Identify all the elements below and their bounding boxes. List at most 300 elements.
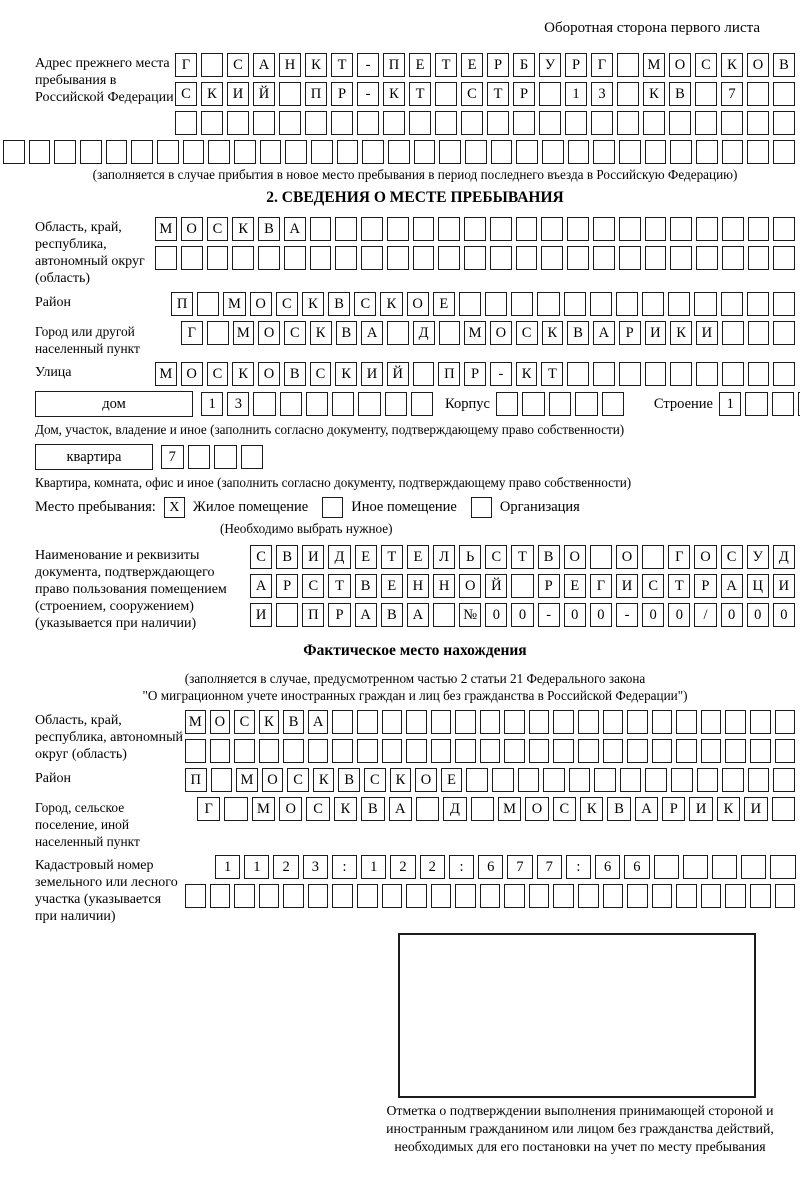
char-cell [487, 111, 509, 135]
char-cell: Й [485, 574, 507, 598]
char-cell [335, 217, 357, 241]
region-row-2[interactable] [155, 246, 795, 270]
char-cell [431, 884, 452, 908]
char-cell [465, 140, 487, 164]
char-cell [701, 710, 722, 734]
char-cell [455, 739, 476, 763]
char-cell [181, 246, 203, 270]
apartment-row[interactable] [161, 445, 263, 469]
confirmation-caption: Отметка о подтверждении выполнения принимающей стороной и иностранным гражданином или лицом без гражданства действий, необходимых для его постановки на учет по месту пребывания [386, 1103, 774, 1154]
char-cell [459, 292, 481, 316]
char-cell [411, 392, 433, 416]
char-cell [388, 140, 410, 164]
char-cell: Ц [747, 574, 769, 598]
checkbox-other-premises-label: Иное помещение [351, 499, 457, 515]
region-field [35, 217, 795, 287]
char-cell [722, 246, 744, 270]
char-cell [234, 739, 255, 763]
char-cell [722, 140, 744, 164]
char-cell: 3 [303, 855, 328, 879]
char-cell: 0 [773, 603, 795, 627]
char-cell [747, 292, 769, 316]
char-cell [461, 111, 483, 135]
fact-region-row-2[interactable] [185, 739, 795, 763]
char-cell: С [485, 545, 507, 569]
char-cell [214, 445, 237, 469]
char-cell [387, 217, 409, 241]
char-cell: М [236, 768, 258, 792]
char-cell: : [332, 855, 357, 879]
char-cell [683, 855, 708, 879]
char-cell: А [721, 574, 743, 598]
char-cell [490, 246, 512, 270]
char-cell [258, 246, 280, 270]
char-cell: К [310, 321, 332, 345]
char-cell: Д [413, 321, 435, 345]
document-field [35, 545, 795, 632]
char-cell: Р [513, 82, 535, 106]
char-cell: 6 [478, 855, 503, 879]
stroenie-label: Строение [653, 395, 713, 412]
char-cell [185, 884, 206, 908]
char-cell: И [696, 321, 718, 345]
char-cell: Т [328, 574, 350, 598]
char-cell [603, 884, 624, 908]
char-cell: В [567, 321, 589, 345]
section2-title: 2. СВЕДЕНИЯ О МЕСТЕ ПРЕБЫВАНИЯ [266, 189, 564, 206]
district-label: Район [35, 295, 71, 310]
fact-region-grid [185, 710, 795, 763]
korpus-row[interactable] [496, 392, 624, 416]
char-cell [537, 292, 559, 316]
char-cell: М [155, 362, 177, 386]
char-cell [232, 246, 254, 270]
char-cell: О [258, 362, 280, 386]
district-row[interactable] [171, 292, 795, 316]
prev-address-field [35, 53, 795, 135]
char-cell [253, 111, 275, 135]
char-cell [285, 140, 307, 164]
char-cell: К [201, 82, 223, 106]
char-cell: И [227, 82, 249, 106]
prev-address-row-2[interactable] [175, 82, 795, 106]
char-cell: А [355, 603, 377, 627]
char-cell: 0 [564, 603, 586, 627]
char-cell: 7 [161, 445, 184, 469]
char-cell [695, 111, 717, 135]
char-cell: М [464, 321, 486, 345]
apartment-field [35, 444, 795, 470]
char-cell: Р [565, 53, 587, 77]
char-cell [185, 739, 206, 763]
char-cell: С [721, 545, 743, 569]
char-cell [701, 739, 722, 763]
char-cell: Г [181, 321, 203, 345]
char-cell: А [635, 797, 658, 821]
char-cell: В [669, 82, 691, 106]
fact-district-row[interactable] [185, 768, 795, 792]
cadastral-field [35, 855, 795, 925]
char-cell [541, 217, 563, 241]
char-cell: М [643, 53, 665, 77]
char-cell [335, 246, 357, 270]
char-cell [617, 111, 639, 135]
char-cell [541, 246, 563, 270]
char-cell: В [538, 545, 560, 569]
char-cell: П [171, 292, 193, 316]
stay-type-field [35, 497, 795, 518]
prev-address-row-1[interactable] [175, 53, 795, 77]
fact-city-field [35, 797, 795, 850]
char-cell [619, 217, 641, 241]
char-cell [438, 217, 460, 241]
char-cell [188, 445, 211, 469]
char-cell: В [336, 321, 358, 345]
char-cell [620, 768, 642, 792]
char-cell [455, 710, 476, 734]
char-cell [201, 111, 223, 135]
char-cell: С [302, 574, 324, 598]
char-cell [722, 362, 744, 386]
char-cell: Е [381, 574, 403, 598]
region-label: Область, край, республика, автономный округ (область) [35, 220, 145, 286]
char-cell [331, 111, 353, 135]
char-cell: 2 [390, 855, 415, 879]
char-cell [361, 217, 383, 241]
city-row[interactable] [181, 321, 795, 345]
char-cell [308, 739, 329, 763]
fact-city-row[interactable] [197, 797, 795, 821]
char-cell [155, 246, 177, 270]
stroenie-row[interactable] [719, 392, 800, 416]
char-cell [382, 739, 403, 763]
char-cell [725, 710, 746, 734]
char-cell: Р [331, 82, 353, 106]
char-cell: Р [662, 797, 685, 821]
char-cell [431, 739, 452, 763]
char-cell [332, 710, 353, 734]
char-cell [210, 884, 231, 908]
char-cell: С [354, 292, 376, 316]
checkbox-residential[interactable]: X [164, 497, 185, 518]
char-cell [529, 884, 550, 908]
char-cell [745, 392, 768, 416]
confirmation-stamp-box [398, 933, 756, 1098]
char-cell [496, 392, 518, 416]
char-cell: П [185, 768, 207, 792]
char-cell: Е [461, 53, 483, 77]
checkbox-organization[interactable] [471, 497, 492, 518]
house-row[interactable] [201, 392, 433, 416]
char-cell [435, 111, 457, 135]
char-cell [518, 768, 540, 792]
char-cell [197, 292, 219, 316]
char-cell [772, 392, 795, 416]
char-cell: В [773, 53, 795, 77]
char-cell [670, 217, 692, 241]
char-cell: И [361, 362, 383, 386]
char-cell: С [461, 82, 483, 106]
char-cell [241, 445, 264, 469]
char-cell [590, 545, 612, 569]
char-cell [773, 362, 795, 386]
char-cell [466, 768, 488, 792]
char-cell: В [276, 545, 298, 569]
char-cell [276, 603, 298, 627]
document-row-3[interactable] [250, 603, 795, 627]
char-cell [712, 855, 737, 879]
char-cell [642, 545, 664, 569]
korpus-label: Корпус [445, 395, 490, 412]
char-cell: С [642, 574, 664, 598]
char-cell: 0 [590, 603, 612, 627]
char-cell [516, 140, 538, 164]
document-row-2[interactable] [250, 574, 795, 598]
char-cell [696, 217, 718, 241]
char-cell [747, 82, 769, 106]
char-cell: О [415, 768, 437, 792]
char-cell: А [284, 217, 306, 241]
char-cell: А [308, 710, 329, 734]
char-cell [750, 710, 771, 734]
char-cell [431, 710, 452, 734]
char-cell: Е [409, 53, 431, 77]
char-cell [721, 111, 743, 135]
char-cell [602, 392, 624, 416]
char-cell [504, 710, 525, 734]
char-cell: 3 [227, 392, 249, 416]
char-cell: М [498, 797, 521, 821]
actual-location-note-1: (заполняется в случае, предусмотренном частью 2 статьи 21 Федерального закона [184, 671, 646, 686]
char-cell [382, 710, 403, 734]
checkbox-other-premises[interactable] [322, 497, 343, 518]
char-cell: В [284, 362, 306, 386]
char-cell [305, 111, 327, 135]
actual-location-title: Фактическое место нахождения [303, 642, 527, 659]
char-cell [652, 710, 673, 734]
char-cell [516, 217, 538, 241]
char-cell: М [155, 217, 177, 241]
char-cell: К [302, 292, 324, 316]
char-cell [775, 739, 796, 763]
char-cell: 0 [642, 603, 664, 627]
char-cell: К [383, 82, 405, 106]
prev-address-grid [175, 53, 795, 135]
char-cell [773, 217, 795, 241]
char-cell: Е [355, 545, 377, 569]
char-cell [175, 111, 197, 135]
char-cell [565, 111, 587, 135]
char-cell: Ь [459, 545, 481, 569]
document-row-1[interactable] [250, 545, 795, 569]
city-label: Город или другой населенный пункт [35, 324, 140, 356]
char-cell [511, 292, 533, 316]
char-cell: О [210, 710, 231, 734]
char-cell [669, 111, 691, 135]
char-cell [280, 392, 302, 416]
page-corner-title: Оборотная сторона первого листа [544, 20, 760, 36]
char-cell: Т [541, 362, 563, 386]
char-cell: К [516, 362, 538, 386]
street-row[interactable] [155, 362, 795, 386]
char-cell [772, 797, 795, 821]
char-cell [748, 768, 770, 792]
char-cell: Р [694, 574, 716, 598]
char-cell [619, 246, 641, 270]
char-cell [670, 362, 692, 386]
house-field [35, 391, 795, 417]
char-cell [697, 768, 719, 792]
char-cell [406, 739, 427, 763]
char-cell [306, 392, 328, 416]
char-cell: 1 [215, 855, 240, 879]
char-cell: Б [513, 53, 535, 77]
char-cell [549, 392, 571, 416]
char-cell: Й [387, 362, 409, 386]
char-cell [29, 140, 51, 164]
char-cell [157, 140, 179, 164]
char-cell [603, 710, 624, 734]
char-cell: С [310, 362, 332, 386]
char-cell [617, 53, 639, 77]
char-cell [670, 140, 692, 164]
char-cell: Р [464, 362, 486, 386]
char-cell: 2 [273, 855, 298, 879]
char-cell: Р [487, 53, 509, 77]
char-cell [627, 884, 648, 908]
char-cell [210, 739, 231, 763]
char-cell [433, 603, 455, 627]
char-cell [183, 140, 205, 164]
char-cell [357, 739, 378, 763]
char-cell [357, 111, 379, 135]
char-cell: Н [433, 574, 455, 598]
char-cell [201, 53, 223, 77]
char-cell [722, 768, 744, 792]
char-cell: 7 [721, 82, 743, 106]
char-cell: 6 [595, 855, 620, 879]
char-cell: Д [773, 545, 795, 569]
char-cell [529, 739, 550, 763]
char-cell [593, 140, 615, 164]
char-cell [567, 217, 589, 241]
char-cell [361, 246, 383, 270]
char-cell [279, 82, 301, 106]
char-cell [529, 710, 550, 734]
char-cell: А [361, 321, 383, 345]
char-cell: - [357, 53, 379, 77]
char-cell [283, 884, 304, 908]
char-cell [748, 321, 770, 345]
prev-address-row-3[interactable] [175, 111, 795, 135]
char-cell [750, 739, 771, 763]
char-cell [773, 140, 795, 164]
char-cell [406, 710, 427, 734]
fact-region-row-1[interactable] [185, 710, 795, 734]
char-cell: С [516, 321, 538, 345]
char-cell [725, 884, 746, 908]
cadastral-row-2[interactable] [185, 884, 795, 908]
char-cell: Н [279, 53, 301, 77]
char-cell: А [389, 797, 412, 821]
char-cell [773, 82, 795, 106]
char-cell [590, 292, 612, 316]
char-cell [722, 217, 744, 241]
char-cell [539, 82, 561, 106]
char-cell [80, 140, 102, 164]
fact-district-field [35, 768, 795, 792]
char-cell [643, 111, 665, 135]
char-cell: В [361, 797, 384, 821]
char-cell [439, 140, 461, 164]
char-cell: К [232, 217, 254, 241]
char-cell [416, 797, 439, 821]
char-cell: 1 [244, 855, 269, 879]
char-cell: Р [619, 321, 641, 345]
char-cell [696, 362, 718, 386]
char-cell [645, 217, 667, 241]
char-cell: П [302, 603, 324, 627]
region-row-1[interactable] [155, 217, 795, 241]
char-cell: К [380, 292, 402, 316]
char-cell: Т [511, 545, 533, 569]
char-cell: У [747, 545, 769, 569]
char-cell: Е [564, 574, 586, 598]
char-cell: С [284, 321, 306, 345]
char-cell [310, 246, 332, 270]
stay-type-note: (Необходимо выбрать нужное) [220, 521, 393, 536]
char-cell: Й [253, 82, 275, 106]
char-cell [773, 321, 795, 345]
char-cell [603, 739, 624, 763]
document-label: Наименование и реквизиты документа, подтверждающего право пользования помещением (строением, сооружением) (указывается при наличии) [35, 548, 227, 631]
char-cell [567, 362, 589, 386]
char-cell [337, 140, 359, 164]
fact-region-field [35, 710, 795, 763]
char-cell [504, 739, 525, 763]
char-cell: - [357, 82, 379, 106]
region-grid [155, 217, 795, 270]
char-cell [748, 246, 770, 270]
prev-address-label: Адрес прежнего места пребывания в Российской Федерации [35, 56, 174, 105]
char-cell: Д [443, 797, 466, 821]
char-cell [259, 884, 280, 908]
char-cell [645, 140, 667, 164]
apartment-box-label: квартира [35, 444, 153, 470]
char-cell: 6 [624, 855, 649, 879]
char-cell [207, 321, 229, 345]
char-cell [564, 292, 586, 316]
char-cell: Р [538, 574, 560, 598]
char-cell [409, 111, 431, 135]
char-cell: О [616, 545, 638, 569]
char-cell: Т [487, 82, 509, 106]
char-cell [513, 111, 535, 135]
stay-type-label: Место пребывания: [35, 499, 156, 515]
char-cell: И [773, 574, 795, 598]
char-cell: К [542, 321, 564, 345]
cadastral-row-1[interactable] [215, 855, 800, 879]
prev-address-row-4[interactable] [3, 140, 795, 164]
char-cell: 7 [507, 855, 532, 879]
char-cell: 3 [591, 82, 613, 106]
street-label: Улица [35, 365, 72, 380]
char-cell [54, 140, 76, 164]
char-cell: Г [197, 797, 220, 821]
char-cell: 1 [565, 82, 587, 106]
char-cell [332, 884, 353, 908]
char-cell [504, 884, 525, 908]
